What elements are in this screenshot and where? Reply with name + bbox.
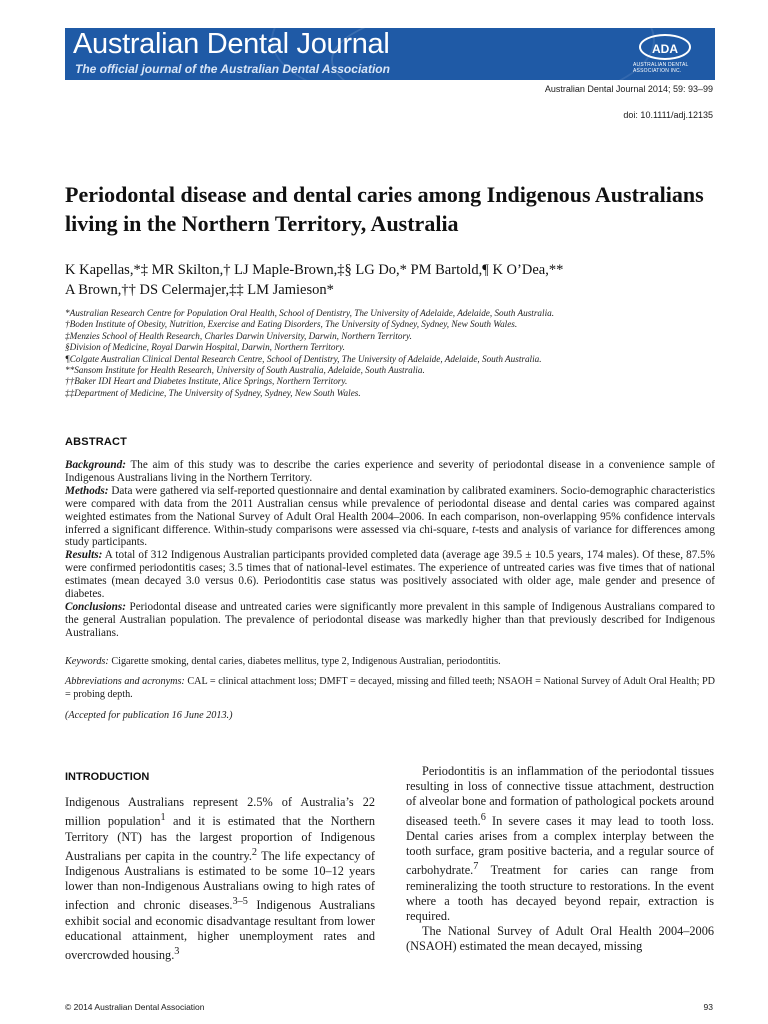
ada-logo-mark: ADA (639, 34, 691, 60)
affiliation-item: **Sansom Institute for Health Research, University of South Australia, Adelaide, South Australia. (65, 365, 425, 376)
affiliation-item: ¶Colgate Australian Clinical Dental Research Centre, School of Dentistry, The University of Adelaide, Adelaide, South Australia. (65, 353, 542, 364)
body-column-left (65, 795, 375, 963)
journal-citation: Australian Dental Journal 2014; 59: 93–99 (544, 84, 713, 94)
doi-link[interactable]: doi: 10.1111/adj.12135 (623, 110, 713, 120)
author-line-2: A Brown,†† DS Celermajer,‡‡ LM Jamieson* (65, 282, 334, 298)
citation-ref[interactable]: 7 (473, 861, 479, 873)
affiliation-item: ‡‡Department of Medicine, The University of Sydney, Sydney, New South Wales. (65, 387, 361, 398)
citation-ref[interactable]: 1 (160, 812, 166, 824)
text-run: and it is estimated that the Northern Territory (NT) has the largest proportion of Indigenous Australians per capita in the country. (65, 814, 375, 863)
affiliations (65, 308, 715, 399)
text-run: Indigenous Australians exhibit social and economic disadvantage resultant from lower educational attainment, higher unemployment rates and overcrowded housing. (65, 898, 375, 963)
affiliation-item: §Division of Medicine, Royal Darwin Hospital, Darwin, Northern Territory. (65, 342, 345, 353)
introduction-heading: INTRODUCTION (65, 771, 150, 783)
abstract-background (65, 459, 715, 485)
methods-label: Methods: (65, 484, 109, 497)
journal-banner (65, 28, 715, 80)
text-run: The life expectancy of Indigenous Australians is estimated to be some 10–12 years lower than non-Indigenous Australians owing to high rates of infection and chronic diseases. (65, 848, 375, 913)
text-run: Indigenous Australians represent 2.5% of Australia’s 22 million population (65, 795, 375, 829)
ada-logo-icon (633, 34, 703, 76)
journal-subtitle: The official journal of the Australian Dental Association (75, 62, 390, 76)
accepted-date: (Accepted for publication 16 June 2013.) (65, 710, 233, 721)
results-text: A total of 312 Indigenous Australian participants provided completed data (average age 39.5 ± 10.5 years, 174 males). Of these, 87.5% were confirmed periodontitis cases; 3.5 times that of national-level estimates. The experience of untreated caries was five times that of national estimates (mean decayed 3.0 versus 0.6). Periodontitis case status was positively associated with older age, male gender and presence of diabetes. (65, 549, 715, 601)
methods-t: t (472, 523, 476, 536)
keywords-text: Cigarette smoking, dental caries, diabetes mellitus, type 2, Indigenous Australian, periodontitis. (108, 656, 501, 667)
periodontitis-paragraph (406, 764, 714, 924)
affiliation-item: ††Baker IDI Heart and Diabetes Institute, Alice Springs, Northern Territory. (65, 376, 348, 387)
text-run: In severe cases it may lead to tooth loss. Dental caries arises from a complex interplay between the tooth surface, gram positive bacteria, and a regular source of carbohydrate. (406, 813, 714, 878)
methods-text-2: -tests and analysis of variance for differences among study participants. (65, 523, 715, 549)
abstract-methods (65, 485, 715, 550)
abstract-results (65, 549, 715, 601)
citation-ref[interactable]: 2 (251, 846, 258, 858)
footer-copyright: © 2014 Australian Dental Association (65, 1002, 205, 1012)
citation-ref[interactable]: 3 (174, 946, 180, 958)
intro-paragraph (65, 795, 375, 963)
background-text: The aim of this study was to describe the caries experience and severity of periodontal disease in a convenience sample of Indigenous Australians living in the Northern Territory. (65, 459, 715, 484)
keywords-label: Keywords: (65, 656, 109, 667)
ada-logo-caption: AUSTRALIAN DENTAL ASSOCIATION INC. (633, 62, 689, 74)
article-title: Periodontal disease and dental caries among Indigenous Australians living in the Northern Territory, Australia (65, 182, 704, 236)
results-label: Results: (65, 549, 103, 562)
abbreviations-label: Abbreviations and acronyms: (65, 676, 185, 687)
author-list (65, 260, 715, 300)
background-label: Background: (65, 459, 126, 471)
methods-text: Data were gathered via self-reported questionnaire and dental examination by calibrated examiners. Socio-demographic characteristics were compared with data from the 2011 Australian census while prevalence of periodontal disease and dental caries was compared against weighted estimates from the National Survey of Adult Oral Health 2004–2006. In each comparison, non-overlapping 95% confidence intervals inferred a significant difference. Within-study comparisons were assessed via chi-square, (65, 484, 715, 536)
abstract-heading: ABSTRACT (65, 436, 128, 448)
conclusions-text: Periodontal disease and untreated caries were significantly more prevalent in this sample of Indigenous Australians compared to the general Australian population. The prevalence of periodontal disease was markedly higher than that previously described for Indigenous Australians. (65, 600, 715, 639)
keywords (65, 656, 715, 669)
affiliation-item: *Australian Research Centre for Population Oral Health, School of Dentistry, The University of Adelaide, Adelaide, South Australia. (65, 308, 555, 318)
citation-ref[interactable]: 3–5 (232, 896, 248, 908)
nsaoh-paragraph: The National Survey of Adult Oral Health 2004–2006 (NSAOH) estimated the mean decayed, missing (406, 924, 714, 954)
body-column-right (406, 764, 714, 955)
abstract-conclusions (65, 601, 715, 640)
page-number: 93 (703, 1002, 713, 1012)
citation-ref[interactable]: 6 (480, 811, 486, 823)
abbreviations (65, 676, 715, 701)
text-run: Periodontitis is an inflammation of the periodontal tissues resulting in loss of connective tissue attachment, destruction of alveolar bone and formation of pathological pockets around diseased teeth. (406, 764, 714, 828)
affiliation-item: †Boden Institute of Obesity, Nutrition, Exercise and Eating Disorders, The University of Sydney, Sydney, New South Wales. (65, 319, 518, 330)
journal-title: Australian Dental Journal (73, 28, 390, 60)
author-line-1: K Kapellas,*‡ MR Skilton,† LJ Maple-Brown,‡§ LG Do,* PM Bartold,¶ K O’Dea,** (65, 262, 564, 278)
conclusions-label: Conclusions: (65, 600, 126, 613)
abbreviations-text: CAL = clinical attachment loss; DMFT = decayed, missing and filled teeth; NSAOH = National Survey of Adult Oral Health; PD = probing depth. (65, 676, 716, 700)
affiliation-item: ‡Menzies School of Health Research, Charles Darwin University, Darwin, Northern Territory. (65, 330, 412, 341)
text-run: Treatment for caries can range from remineralizing the tooth structure to restorations. In the event where a tooth has decayed beyond repair, extraction is required. (406, 863, 714, 924)
abstract-body (65, 459, 715, 640)
